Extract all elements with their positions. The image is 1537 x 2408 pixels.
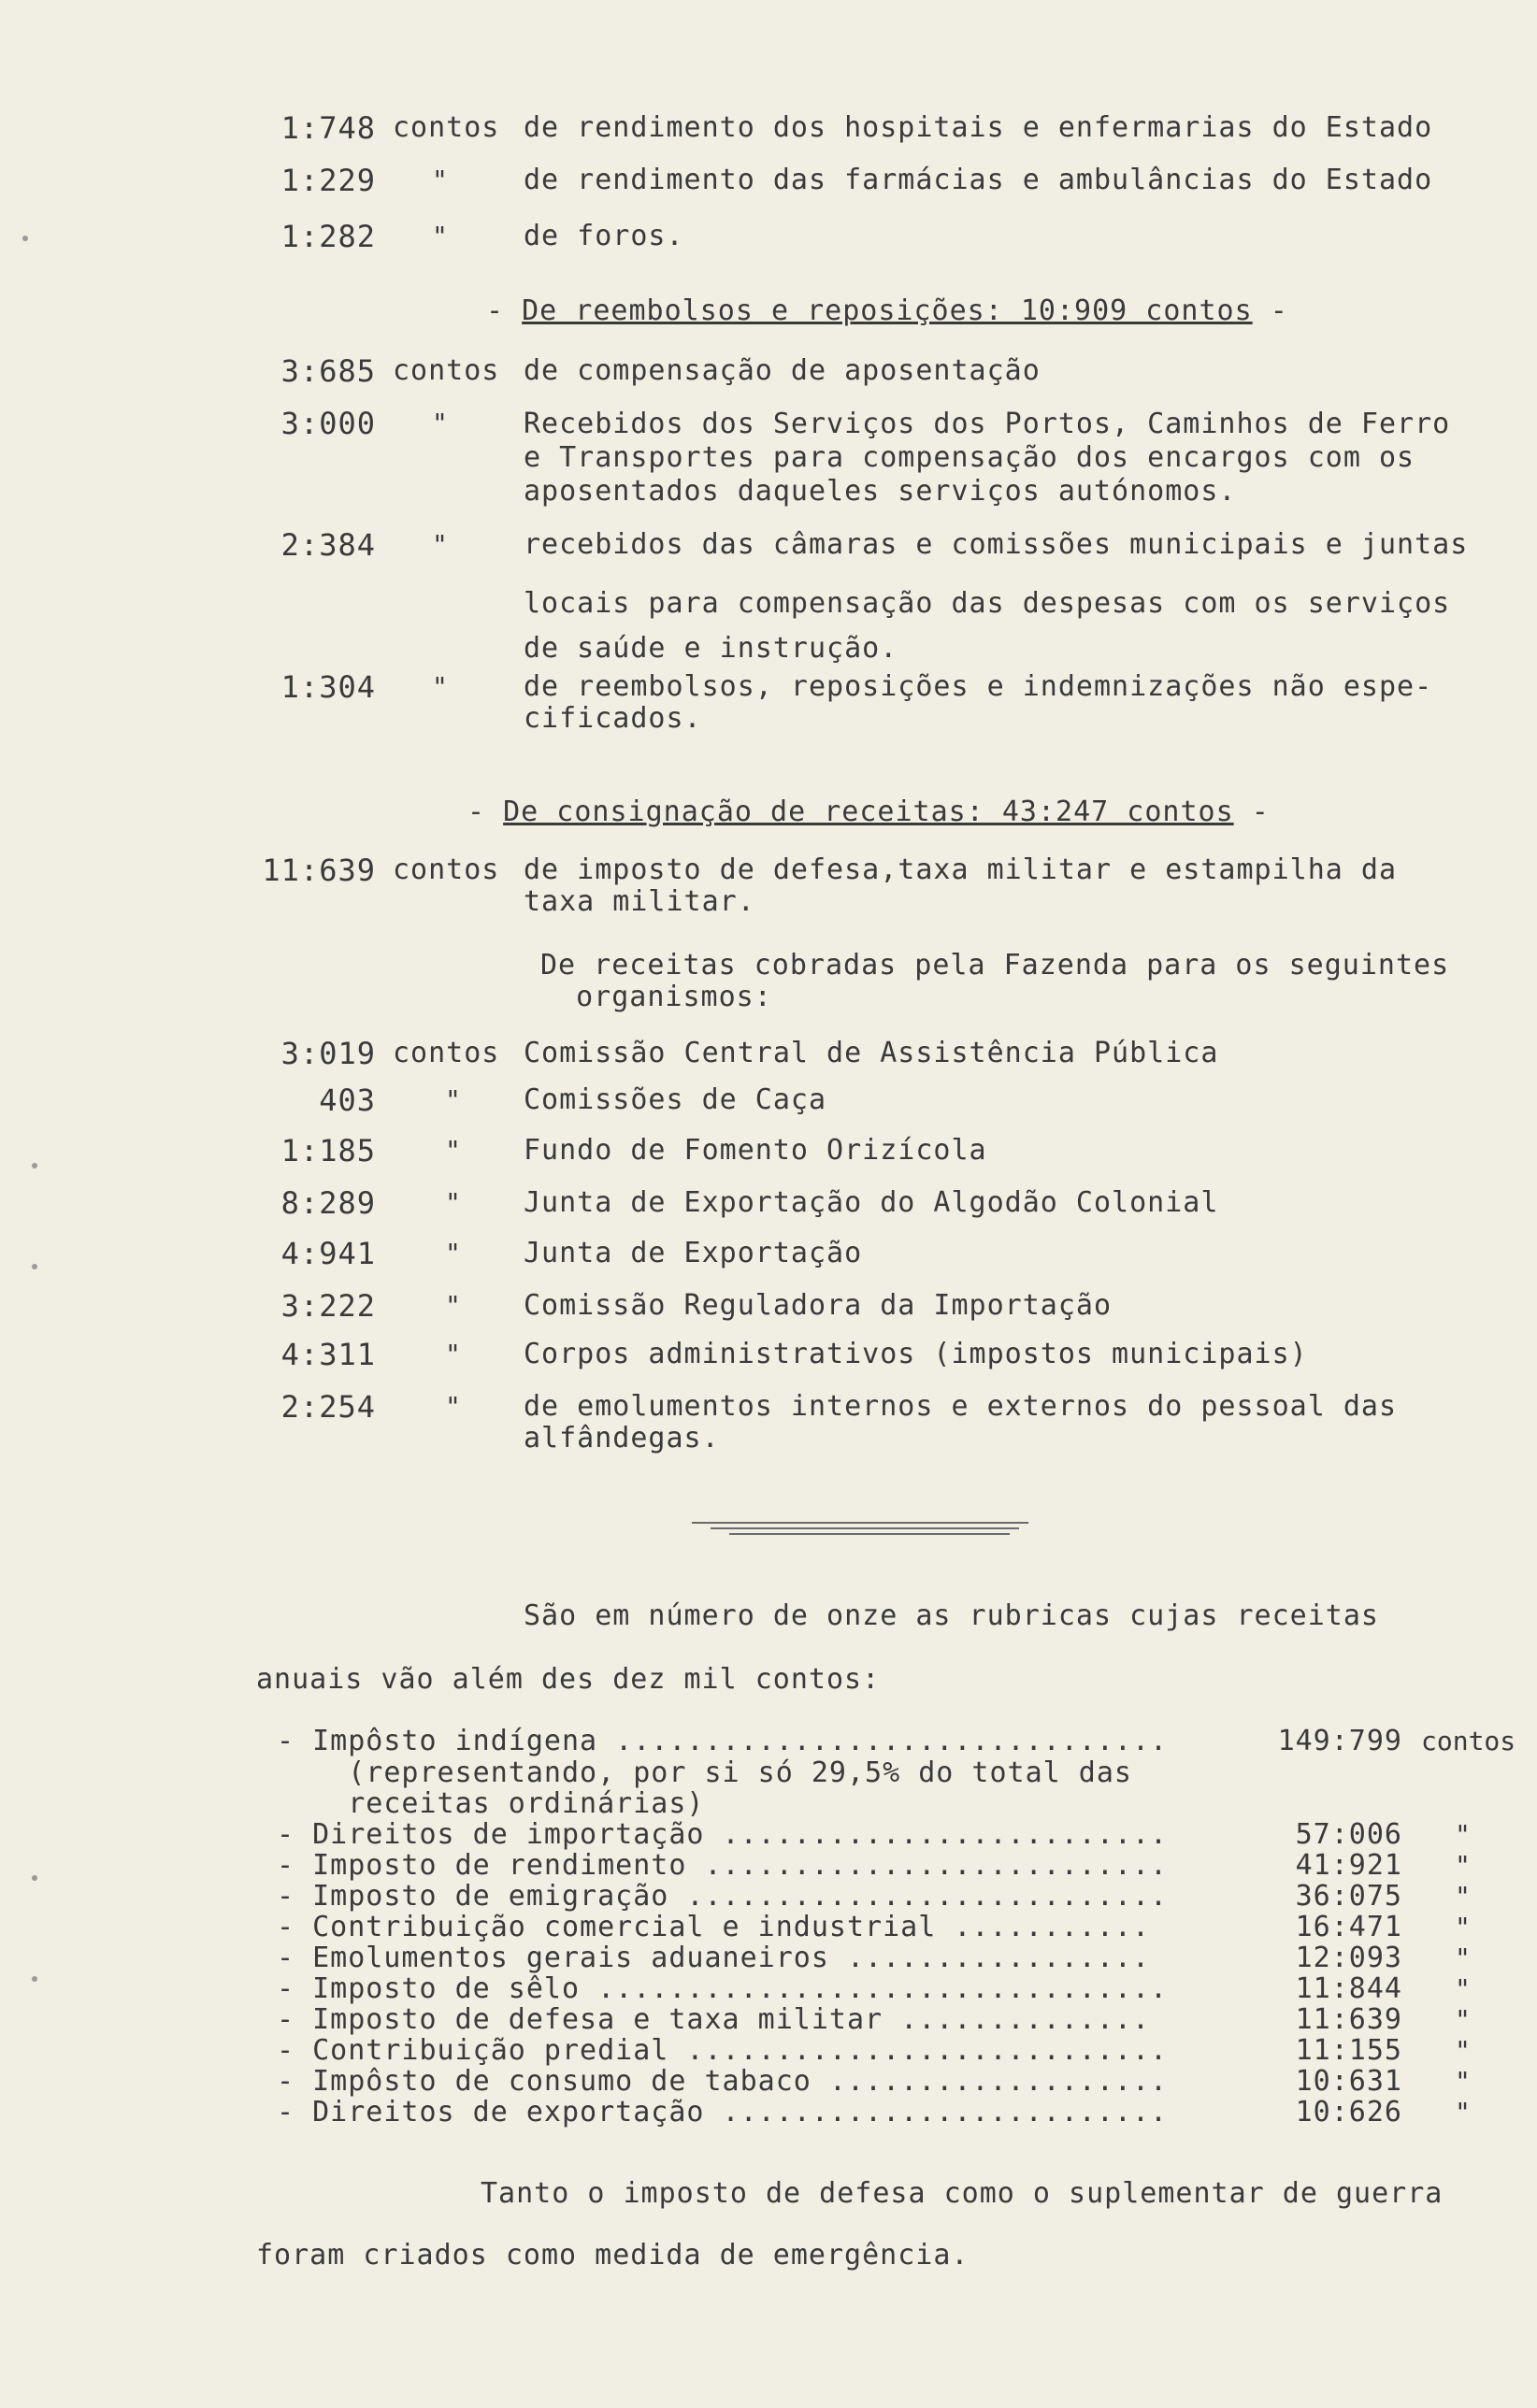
amount: 1:748 <box>280 110 376 146</box>
ditto-mark: " <box>445 1339 461 1369</box>
paragraph-line: São em número de onze as rubricas cujas receitas <box>524 1599 1379 1632</box>
unit: contos <box>393 1037 500 1069</box>
list-item-unit: " <box>1455 2097 1471 2128</box>
list-item-label: - Contribuição predial ........................... <box>277 2034 1169 2067</box>
list-item-label: - Direitos de exportação ......................... <box>277 2096 1169 2128</box>
row-text: Junta de Exportação <box>524 1237 863 1269</box>
amount: 3:000 <box>280 406 376 441</box>
list-item-amount: 149:799 <box>1277 1725 1402 1757</box>
amount: 2:384 <box>280 527 376 563</box>
ditto-mark: " <box>432 165 448 195</box>
section-divider <box>711 1527 1019 1529</box>
unit: contos <box>393 111 500 144</box>
row-text: recebidos das câmaras e comissões municipais e juntas <box>524 528 1469 561</box>
list-item-unit: " <box>1455 1881 1471 1912</box>
section-heading-consignment: - De consignação de receitas: 43:247 contos - <box>467 796 1270 828</box>
amount: 4:311 <box>280 1337 376 1372</box>
ditto-mark: " <box>432 408 448 438</box>
margin-speck <box>32 1163 37 1168</box>
section-divider <box>729 1533 1010 1535</box>
row-text: de foros. <box>524 220 684 252</box>
amount: 2:254 <box>280 1389 376 1425</box>
ditto-mark: " <box>432 221 448 251</box>
row-text: de imposto de defesa,taxa militar e estampilha da taxa militar. <box>524 853 1398 918</box>
unit: contos <box>393 853 500 886</box>
row-text: Recebidos dos Serviços dos Portos, Caminhos de Ferro e Transportes para compensação dos encargos com os aposentados daqueles serviços autónomos. <box>524 408 1451 508</box>
row-text: Comissão Central de Assistência Pública <box>524 1037 1219 1069</box>
list-item-amount: 11:844 <box>1295 1972 1402 2005</box>
ditto-mark: " <box>445 1084 461 1115</box>
list-item-label: - Impôsto de consumo de tabaco ................... <box>277 2065 1169 2098</box>
amount: 3:222 <box>280 1288 376 1324</box>
list-item-amount: 11:639 <box>1295 2003 1402 2036</box>
paragraph-line: foram criados como medida de emergência. <box>256 2239 970 2272</box>
amount: 11:639 <box>262 853 376 888</box>
list-item-unit: " <box>1455 1973 1471 2004</box>
ditto-mark: " <box>445 1187 461 1218</box>
list-item-amount: 11:155 <box>1295 2034 1402 2067</box>
consignment-intro: De receitas cobradas pela Fazenda para os seguintes organismos: <box>540 949 1450 1013</box>
list-item-label: - Imposto de emigração ........................... <box>277 1880 1169 1913</box>
ditto-mark: " <box>445 1238 461 1268</box>
amount: 1:282 <box>280 219 376 254</box>
margin-speck <box>32 1875 37 1881</box>
row-text: locais para compensação das despesas com os serviços de saúde e instrução. <box>524 587 1451 665</box>
row-text: Comissões de Caça <box>524 1083 827 1116</box>
list-item-unit: contos <box>1421 1726 1516 1756</box>
list-item-label: - Emolumentos gerais aduaneiros ................. <box>277 1942 1151 1974</box>
list-item-label: - Impôsto indígena ............................... <box>277 1725 1169 1757</box>
list-item-amount: 57:006 <box>1295 1818 1402 1851</box>
ditto-mark: " <box>445 1391 461 1422</box>
margin-speck <box>32 1976 37 1982</box>
list-item-unit: " <box>1455 2035 1471 2066</box>
list-item-note: (representando, por si só 29,5% do total das receitas ordinárias) <box>348 1756 1132 1820</box>
amount: 3:685 <box>280 353 376 389</box>
amount: 3:019 <box>280 1036 376 1071</box>
list-item-label: - Imposto de defesa e taxa militar .............. <box>277 2003 1151 2036</box>
amount: 1:304 <box>280 669 376 705</box>
list-item-label: - Direitos de importação ......................... <box>277 1818 1169 1851</box>
amount: 1:229 <box>280 163 376 198</box>
list-item-amount: 41:921 <box>1295 1849 1402 1882</box>
list-item-amount: 12:093 <box>1295 1942 1402 1974</box>
row-text: Junta de Exportação do Algodão Colonial <box>524 1186 1219 1219</box>
list-item-unit: " <box>1455 2066 1471 2097</box>
heading-text: De consignação de receitas: 43:247 contos <box>503 796 1234 828</box>
ditto-mark: " <box>432 529 448 560</box>
row-text: de rendimento das farmácias e ambulâncias do Estado <box>524 164 1433 196</box>
unit: contos <box>393 354 500 387</box>
margin-speck <box>22 236 28 241</box>
row-text: Corpos administrativos (impostos municipais) <box>524 1338 1308 1370</box>
list-item-amount: 36:075 <box>1295 1880 1402 1913</box>
list-item-label: - Imposto de rendimento .......................... <box>277 1849 1169 1882</box>
list-item-unit: " <box>1455 1912 1471 1942</box>
list-item-unit: " <box>1455 1942 1471 1973</box>
row-text: de reembolsos, reposições e indemnizações não espe- cificados. <box>524 670 1433 735</box>
list-item-unit: " <box>1455 1819 1471 1850</box>
amount: 8:289 <box>280 1185 376 1221</box>
heading-text: De reembolsos e reposições: 10:909 contos <box>522 294 1253 327</box>
paragraph-line: anuais vão além des dez mil contos: <box>256 1663 881 1696</box>
row-text: de emolumentos internos e externos do pessoal das alfândegas. <box>524 1390 1398 1455</box>
section-divider <box>692 1522 1028 1524</box>
row-text: Comissão Reguladora da Importação <box>524 1289 1113 1322</box>
ditto-mark: " <box>445 1135 461 1166</box>
paragraph-line: Tanto o imposto de defesa como o suplementar de guerra <box>481 2177 1444 2210</box>
section-heading-reimbursements: - De reembolsos e reposições: 10:909 contos - <box>486 294 1288 327</box>
list-item-amount: 10:626 <box>1295 2096 1402 2128</box>
amount: 4:941 <box>280 1236 376 1271</box>
ditto-mark: " <box>445 1290 461 1321</box>
ditto-mark: " <box>432 671 448 702</box>
list-item-unit: " <box>1455 2004 1471 2035</box>
row-text: de rendimento dos hospitais e enfermarias do Estado <box>524 111 1433 144</box>
amount: 403 <box>319 1082 376 1118</box>
list-item-unit: " <box>1455 1850 1471 1881</box>
row-text: de compensação de aposentação <box>524 354 1041 387</box>
margin-speck <box>32 1264 37 1269</box>
list-item-amount: 16:471 <box>1295 1911 1402 1943</box>
list-item-label: - Contribuição comercial e industrial ........... <box>277 1911 1151 1943</box>
row-text: Fundo de Fomento Orizícola <box>524 1134 987 1167</box>
list-item-amount: 10:631 <box>1295 2065 1402 2098</box>
amount: 1:185 <box>280 1133 376 1168</box>
list-item-label: - Imposto de sêlo ................................ <box>277 1972 1169 2005</box>
